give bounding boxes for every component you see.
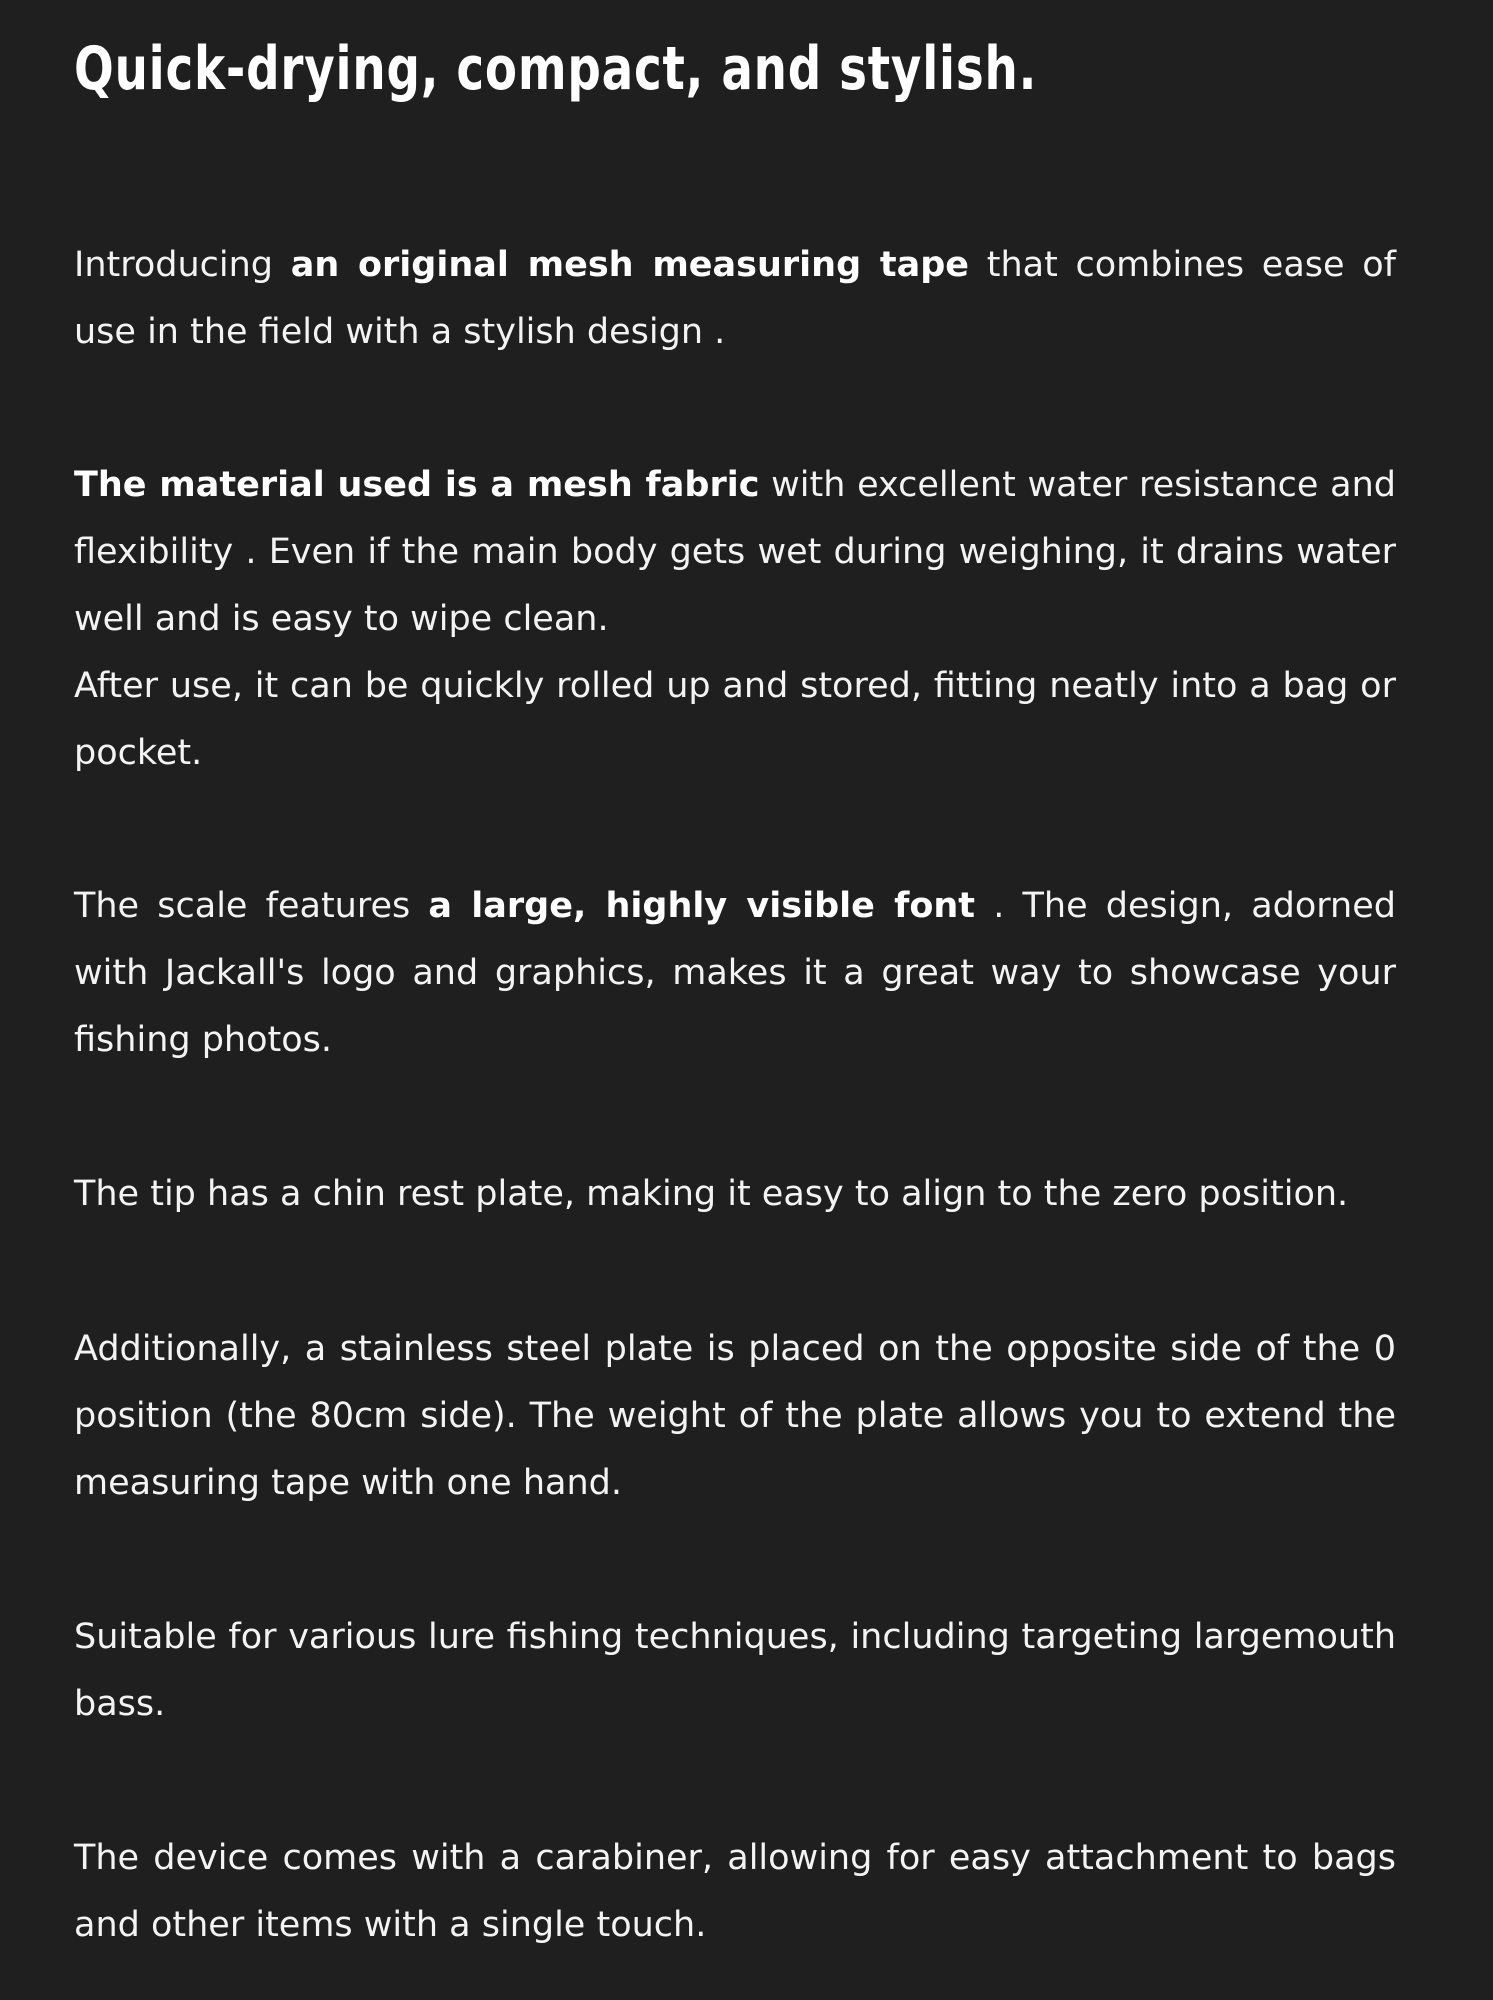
- scale-paragraph: [74, 873, 1396, 1074]
- techniques-paragraph: Suitable for various lure fishing techniques, including targeting largemouth bass.: [74, 1617, 1396, 1724]
- article: [74, 0, 1396, 1945]
- chin-rest-paragraph: The tip has a chin rest plate, making it easy to align to the zero position.: [74, 1174, 1349, 1214]
- intro-emphasis: an original mesh measuring tape: [290, 245, 970, 285]
- steel-plate-paragraph: Additionally, a stainless steel plate is placed on the opposite side of the 0 position (the 80cm side). The weight of the plate allows you to extend the measuring tape with one hand.: [74, 1329, 1396, 1503]
- scale-text-start: The scale features: [74, 886, 429, 926]
- material-text: with excellent water resistance and flexibility . Even if the main body gets wet during weighing, it drains water well and is easy to wipe clean.: [74, 465, 1396, 639]
- intro-text-start: Introducing: [74, 245, 291, 285]
- scale-text-end: . The design, adorned with Jackall's logo and graphics, makes it a great way to showcase your fishing photos.: [74, 886, 1396, 1060]
- material-emphasis: The material used is a mesh fabric: [74, 465, 760, 505]
- carabiner-paragraph: The device comes with a carabiner, allowing for easy attachment to bags and other items with a single touch.: [74, 1838, 1396, 1945]
- page-title: Quick-drying, compact, and stylish.: [74, 34, 1038, 104]
- intro-paragraph: [74, 232, 1396, 366]
- scale-emphasis: a large, highly visible font: [428, 886, 976, 926]
- storage-text: After use, it can be quickly rolled up and stored, fitting neatly into a bag or pocket.: [74, 666, 1396, 773]
- intro-text-end: that combines ease of use in the field with a stylish design .: [74, 245, 1396, 352]
- material-paragraph: [74, 452, 1396, 787]
